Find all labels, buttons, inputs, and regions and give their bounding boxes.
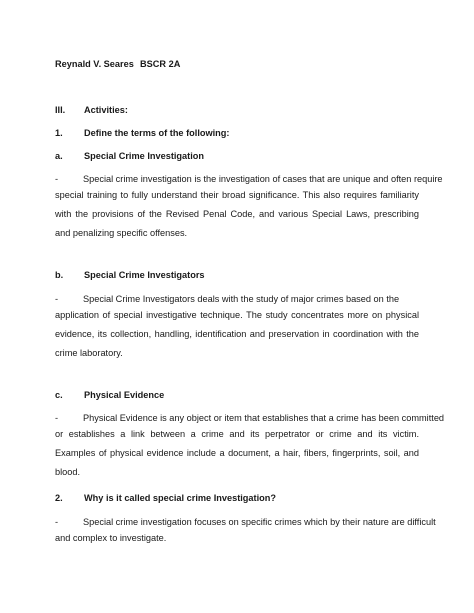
question2-answer: and complex to investigate. xyxy=(55,533,167,543)
student-name: Reynald V. Seares xyxy=(55,59,134,69)
term-b-letter: b. xyxy=(55,270,64,280)
question2-text: Why is it called special crime Investigation? xyxy=(84,493,276,503)
term-b-first-text: Special Crime Investigators deals with the study of major crimes based on the xyxy=(83,294,400,304)
term-a-dash: - xyxy=(55,174,59,184)
term-a-definition: special training to fully understand their broad significance. This also requires familiarity with the provisions of the Revised Penal Code, and various Special Laws, prescribing and penalizing specific offenses. xyxy=(55,190,419,238)
term-a-title: Special Crime Investigation xyxy=(84,151,204,161)
question2-dash: - xyxy=(55,517,59,527)
term-b-first-line xyxy=(55,293,419,305)
term-b-definition: application of special investigative technique. The study concentrates more on physical evidence, its collection, handling, identification and preservation in coordination with the crime laboratory. xyxy=(55,310,419,358)
term-b-dash: - xyxy=(55,294,59,304)
term-c-title: Physical Evidence xyxy=(84,390,165,400)
term-c-definition: or establishes a link between a crime and its perpetrator or crime and its victim. Examples of physical evidence include a document, a hair, fibers, fingerprints, soil, and blood. xyxy=(55,429,419,477)
student-section: BSCR 2A xyxy=(140,59,181,69)
term-a-letter: a. xyxy=(55,151,63,161)
term-a-first-line xyxy=(55,173,443,185)
section-title: Activities: xyxy=(84,105,128,115)
question1-text: Define the terms of the following: xyxy=(84,128,230,138)
term-c-dash: - xyxy=(55,413,59,423)
term-b-title: Special Crime Investigators xyxy=(84,270,205,280)
term-c-first-line xyxy=(55,412,445,424)
section-numeral: III. xyxy=(55,105,66,115)
term-c-letter: c. xyxy=(55,390,63,400)
question1-number: 1. xyxy=(55,128,63,138)
question2-first-text: Special crime investigation focuses on specific crimes which by their nature are difficult xyxy=(83,517,436,527)
question2-first-line xyxy=(55,516,436,528)
term-a-first-text: Special crime investigation is the investigation of cases that are unique and often require xyxy=(83,174,443,184)
question2-number: 2. xyxy=(55,493,63,503)
term-c-first-text: Physical Evidence is any object or item that establishes that a crime has been committed xyxy=(83,413,445,423)
